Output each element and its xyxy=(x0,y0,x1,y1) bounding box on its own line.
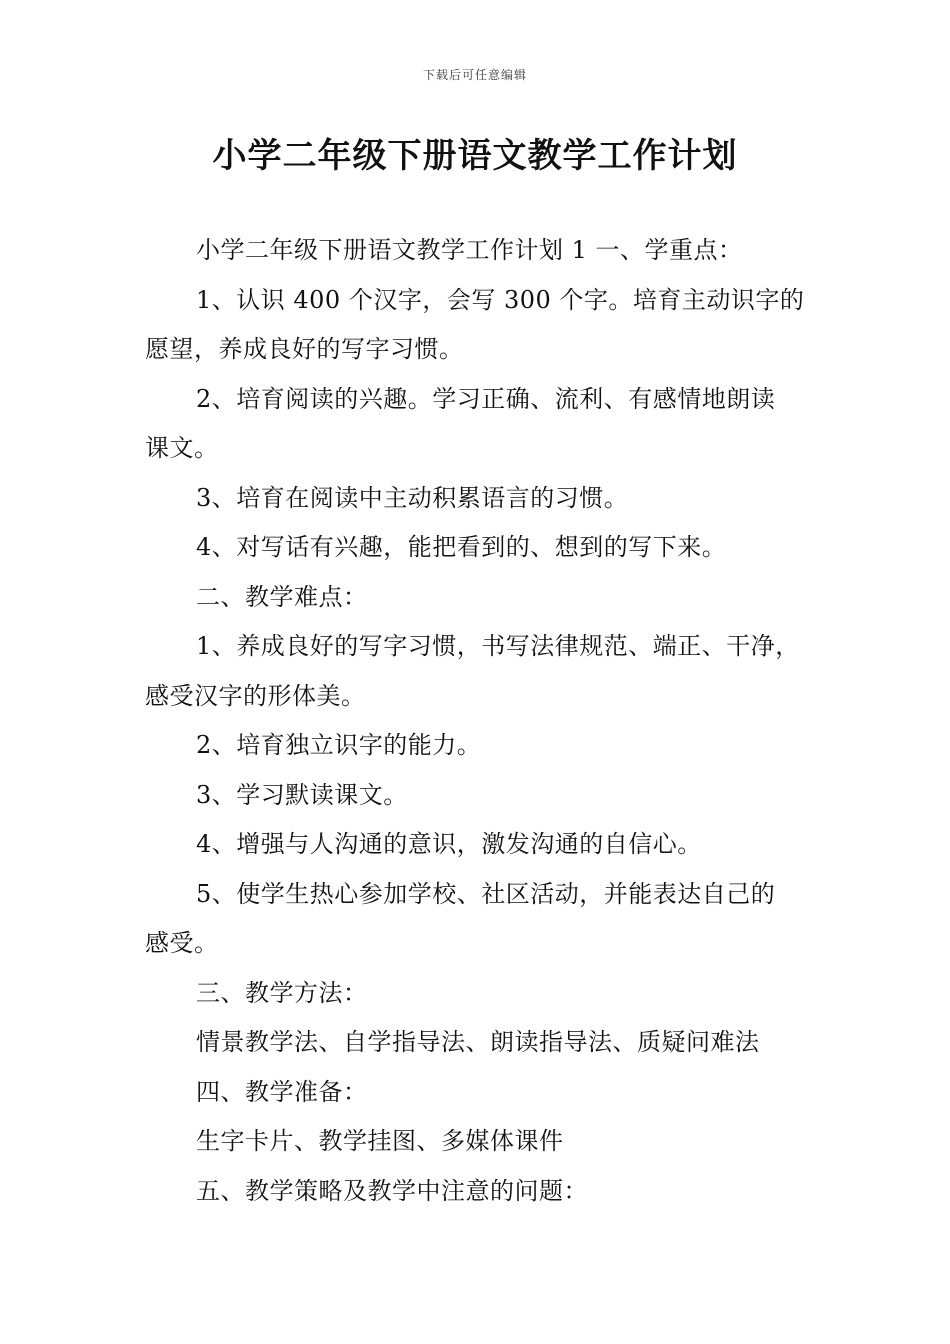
paragraph-line: 3、培育在阅读中主动积累语言的习惯。 xyxy=(196,483,629,512)
section-heading-difficulties: 二、教学难点： xyxy=(196,582,368,611)
paragraph-continuation: 感受汉字的形体美。 xyxy=(145,681,366,710)
header-note: 下载后可任意编辑 xyxy=(422,68,527,82)
paragraph-line: 生字卡片、教学挂图、多媒体课件 xyxy=(196,1127,564,1155)
paragraph-line: 3、学习默读课文。 xyxy=(196,780,408,809)
paragraph-line: 1、养成良好的写字习惯，书写法律规范、端正、干净， xyxy=(196,632,800,660)
section-heading-preparation: 四、教学准备： xyxy=(196,1077,368,1106)
paragraph-line: 5、使学生热心参加学校、社区活动，并能表达自己的 xyxy=(196,879,776,908)
section-heading-strategies: 五、教学策略及教学中注意的问题： xyxy=(196,1176,588,1205)
paragraph-line: 4、增强与人沟通的意识，激发沟通的自信心。 xyxy=(196,830,702,858)
paragraph-line: 2、培育阅读的兴趣。学习正确、流利、有感情地朗读 xyxy=(196,384,776,413)
paragraph-line: 2、培育独立识字的能力。 xyxy=(196,731,482,759)
paragraph-continuation: 课文。 xyxy=(145,434,219,462)
paragraph-continuation: 愿望，养成良好的写字习惯。 xyxy=(145,335,464,363)
section-heading-methods: 三、教学方法： xyxy=(196,978,368,1007)
document-body xyxy=(145,226,825,1216)
paragraph-intro: 小学二年级下册语文教学工作计划 1 一、学重点： xyxy=(196,236,743,264)
paragraph-line: 情景教学法、自学指导法、朗读指导法、质疑问难法 xyxy=(196,1028,760,1056)
paragraph-continuation: 感受。 xyxy=(145,929,219,957)
paragraph-line: 4、对写话有兴趣，能把看到的、想到的写下来。 xyxy=(196,533,727,561)
document-title: 小学二年级下册语文教学工作计划 xyxy=(212,136,738,176)
paragraph-line: 1、认识 400 个汉字，会写 300 个字。培育主动识字的 xyxy=(196,285,805,314)
